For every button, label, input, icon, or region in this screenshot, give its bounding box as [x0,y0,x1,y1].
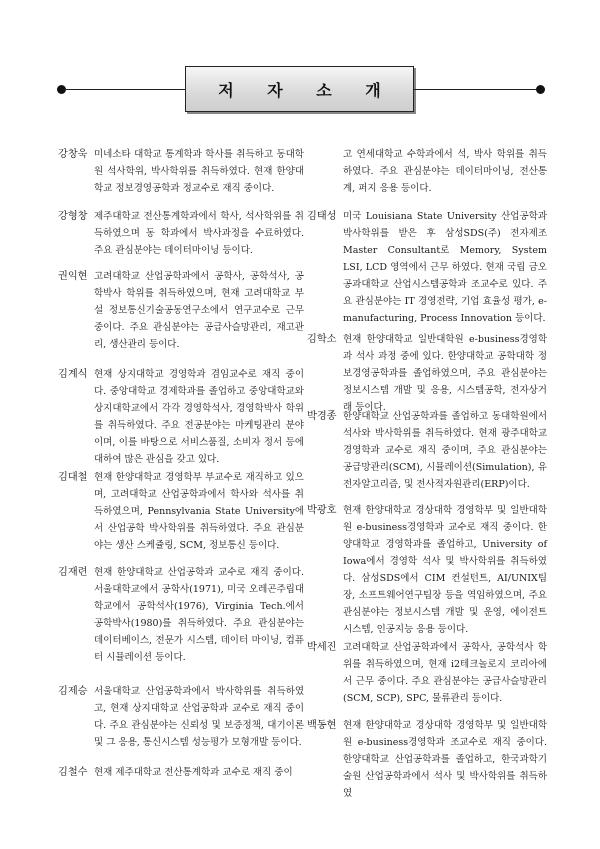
author-name: 백동현 [307,720,337,731]
author-name: 김제승 [58,686,88,697]
author-bio: 미네소타 대학교 통계학과 학사를 취득하고 동대학원 석사학위, 박사학위를 취득하였다. 현재 한양대학교 정보경영공학과 정교수로 재직 중이다. [94,149,304,194]
header-rule-left [64,89,186,90]
author-bio: 현재 제주대학교 전산통계학과 교수로 재직 중이 [94,767,293,778]
author-name: 김계식 [58,369,88,380]
author-name: 권익현 [58,271,88,282]
author-bio: 현재 한양대학교 경상대학 경영학부 및 일반대학원 e-business경영학과 조교수로 재직 중이다. 한양대학교 산업공학과를 졸업하고, 한국과학기술원 산업공학과에서 석사 및 박사학위를 취득하였 [343,720,547,799]
author-name: 김재련 [58,567,88,578]
header-rule-right [414,89,540,90]
author-name: 강형창 [58,211,88,222]
author-name: 박세진 [307,642,337,653]
author-name: 김대철 [58,472,88,483]
author-name: 김태성 [307,211,337,222]
page-title: 저 자 소 개 [218,80,395,100]
author-bio: 한양대학교 산업공학과를 졸업하고 동대학원에서 석사와 박사학위를 취득하였다. 현재 광주대학교 경영학과 교수로 재직 중이며, 주요 관심분야는 공급망관리(SCM), 시뮬레이션(Simulation), 유전자알고리즘, 및 전사적자원관리(ERP)이다. [343,411,547,490]
author-bio: 고려대학교 산업공학과에서 공학사, 공학석사 학위를 취득하였으며, 현재 i2테크놀로지 코리아에서 근무 중이다. 주요 관심분야는 공급사슬망관리(SCM, SCP), SPC, 물류관리 등이다. [343,642,547,704]
author-name: 강창욱 [58,149,88,160]
author-bio: 고 연세대학교 수학과에서 석, 박사 학위를 취득하였다. 주요 관심분야는 데이터마이닝, 전산통계, 퍼지 응용 등이다. [343,149,547,194]
author-name: 김철수 [58,767,88,778]
author-bio: 미국 Louisiana State University 산업공학과 박사학위를 받은 후 삼성SDS(주) 전자제조 Master Consultant로 Memory, System LSI, LCD 영역에서 근무 하였다. 현재 국립 금오공과대학교 산업시스템공학과 조교수로 있다. 주요 관심분야는 IT 경영전략, 기업 효율성 평가, e-manufacturing, Process Innovation 등이다. [343,211,547,324]
rule-end-dot [536,85,545,94]
author-name: 박광호 [307,505,337,516]
author-bio: 서울대학교 산업공학과에서 박사학위를 취득하였고, 현재 상지대학교 산업공학과 교수로 재직 중이다. 주요 관심분야는 신뢰성 및 보증정책, 대기이론 및 그 응용, 통신시스템 성능평가 모형개발 등이다. [94,686,304,748]
author-bio: 현재 상지대학교 경영학과 겸임교수로 재직 중이다. 중앙대학교 경제학과를 졸업하고 중앙대학교와 상지대학교에서 각각 경영학석사, 경영학박사 학위를 취득하였다. 주요 전공분야는 마케팅관리 분야이며, 이를 바탕으로 서비스품질, 소비자 정서 등에 대하여 많은 관심을 갖고 있다. [94,369,304,465]
author-bio: 현재 한양대학교 일반대학원 e-business경영학과 석사 과정 중에 있다. 한양대학교 공학대학 정보경영공학과를 졸업하였으며, 주요 관심분야는 정보시스템 개발 및 응용, 시스템공학, 전자상거래 등이다. [343,334,547,413]
section-header [0,0,600,130]
author-name: 박경종 [307,411,337,422]
title-box [185,66,414,112]
author-bio: 현재 한양대학교 산업공학과 교수로 재직 중이다. 서울대학교에서 공학사(1971), 미국 오레곤주립대학교에서 공학석사(1976), Virginia Tech.에서 공학박사(1980)를 취득하였다. 주요 관심분야는 데이터베이스, 전문가 시스템, 데이터 마이닝, 컴퓨터 시뮬레이션 등이다. [94,567,304,663]
author-name: 김학소 [307,334,337,345]
author-bio: 현재 한양대학교 경영학부 부교수로 재직하고 있으며, 고려대학교 산업공학과에서 학사와 석사를 취득하였으며, Pennsylvania State University에서 산업공학 박사학위를 취득하였다. 주요 관심분야는 생산 스케쥴링, SCM, 정보통신 등이다. [94,472,304,551]
author-bio: 제주대학교 전산통계학과에서 학사, 석사학위를 취득하였으며 동 학과에서 박사과정을 수료하였다. 주요 관심분야는 데이터마이닝 등이다. [94,211,304,256]
author-bio: 고려대학교 산업공학과에서 공학사, 공학석사, 공학박사 학위를 취득하였으며, 현재 고려대학교 부설 정보통신기술공동연구소에서 연구교수로 근무 중이다. 주요 관심분야는 공급사슬망관리, 재고관리, 생산관리 등이다. [94,271,304,350]
author-bio: 현재 한양대학교 경상대학 경영학부 및 일반대학원 e-business경영학과 교수로 재직 중이다. 한양대학교 경영학과를 졸업하고, University of Iowa에서 경영학 석사 및 박사학위를 취득하였다. 삼성SDS에서 CIM 컨설턴트, AI/UNIX팀장, 소프트웨어연구팀장 등을 역임하였으며, 주요 관심분야는 정보시스템 개발 및 운영, 에이전트 시스템, 인공지능 응용 등이다. [343,505,547,635]
